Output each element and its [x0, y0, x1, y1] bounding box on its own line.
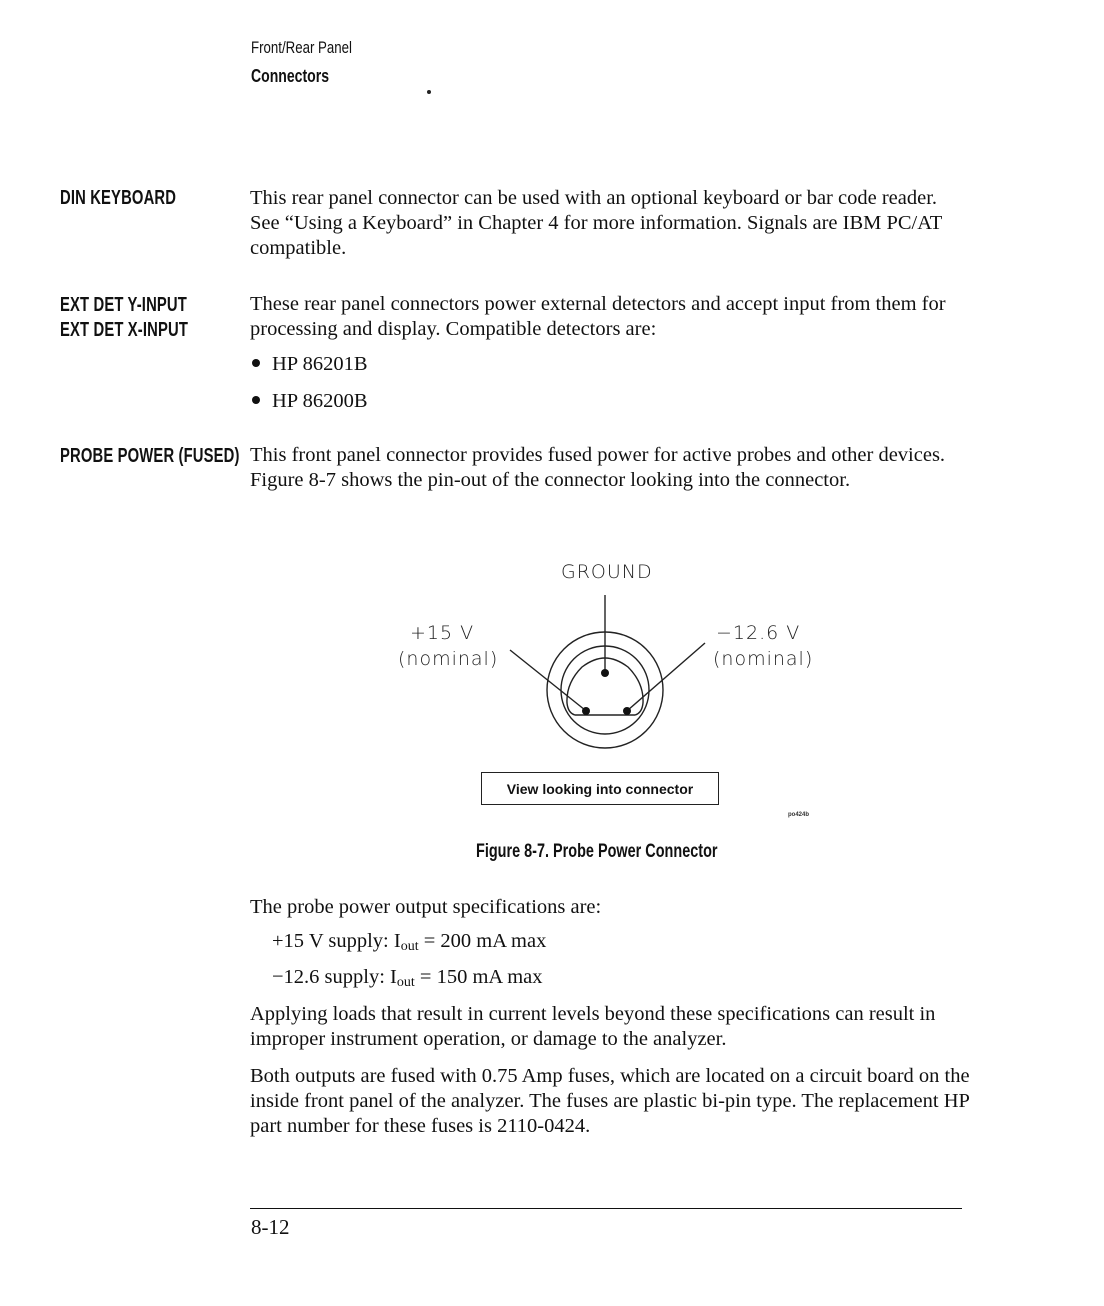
- minus12-pin: [623, 707, 631, 715]
- specs-intro: The probe power output specifications are:: [250, 896, 602, 918]
- plus15-nominal-label: (nominal): [398, 648, 499, 670]
- spec-plus15-prefix: +15 V supply: I: [272, 930, 401, 952]
- din-keyboard-label: DIN KEYBOARD: [60, 187, 177, 209]
- figure-caption: Figure 8-7. Probe Power Connector: [476, 841, 718, 862]
- header-section: Front/Rear Panel: [251, 38, 352, 57]
- spec-plus15-sub: out: [400, 939, 419, 954]
- minus12-leader: [628, 643, 705, 710]
- ext-det-y-label: EXT DET Y-INPUT: [60, 294, 187, 316]
- footer-rule: [250, 1208, 962, 1209]
- ext-det-x-label: EXT DET X-INPUT: [60, 319, 189, 341]
- bullet-dot: [252, 359, 260, 367]
- probe-power-text: This front panel connector provides fused power for active probes and other devices. Figure 8-7 shows the pin-out of the connector looking into the connector.: [250, 444, 946, 491]
- header-topic: Connectors: [251, 66, 330, 86]
- stray-dot: [427, 90, 431, 94]
- minus12-nominal-label: (nominal): [713, 648, 814, 670]
- spec-line-plus15: [272, 930, 546, 955]
- spec-minus12-value: = 150 mA max: [414, 966, 543, 988]
- ground-label: GROUND: [561, 561, 653, 583]
- probe-power-label: PROBE POWER (FUSED): [60, 445, 240, 467]
- spec-minus12-sub: out: [396, 975, 415, 990]
- view-caption-box: [481, 772, 719, 805]
- bullet-dot: [252, 396, 260, 404]
- spec-line-minus12: [272, 966, 543, 991]
- detector-bullet: [252, 390, 368, 413]
- plus15-voltage-label: +15 V: [410, 622, 475, 644]
- figure-code: po424b: [788, 812, 810, 818]
- view-caption-text: View looking into connector: [506, 780, 694, 797]
- minus12-voltage-label: −12.6 V: [716, 622, 801, 644]
- plus15-pin: [582, 707, 590, 715]
- loads-paragraph: Applying loads that result in current levels beyond these specifications can result in improper instrument operation, or damage to the analyzer.: [250, 1003, 936, 1050]
- fuses-paragraph: Both outputs are fused with 0.75 Amp fuses, which are located on a circuit board on the inside front panel of the analyzer. The fuses are plastic bi-pin type. The replacement HP part number for these fuses is 2110-0424.: [250, 1065, 970, 1137]
- spec-minus12-prefix: −12.6 supply: I: [272, 966, 397, 988]
- detector-name: HP 86200B: [272, 390, 368, 412]
- detector-bullet: [252, 353, 368, 376]
- page-number: 8-12: [251, 1215, 290, 1239]
- ground-pin: [601, 669, 609, 677]
- ext-det-text: These rear panel connectors power external detectors and accept input from them for processing and display. Compatible detectors are:: [250, 293, 946, 340]
- spec-plus15-value: = 200 mA max: [418, 930, 547, 952]
- din-keyboard-text: This rear panel connector can be used with an optional keyboard or bar code reader. See “Using a Keyboard” in Chapter 4 for more information. Signals are IBM PC/AT compatible.: [250, 187, 942, 259]
- detector-name: HP 86201B: [272, 353, 368, 375]
